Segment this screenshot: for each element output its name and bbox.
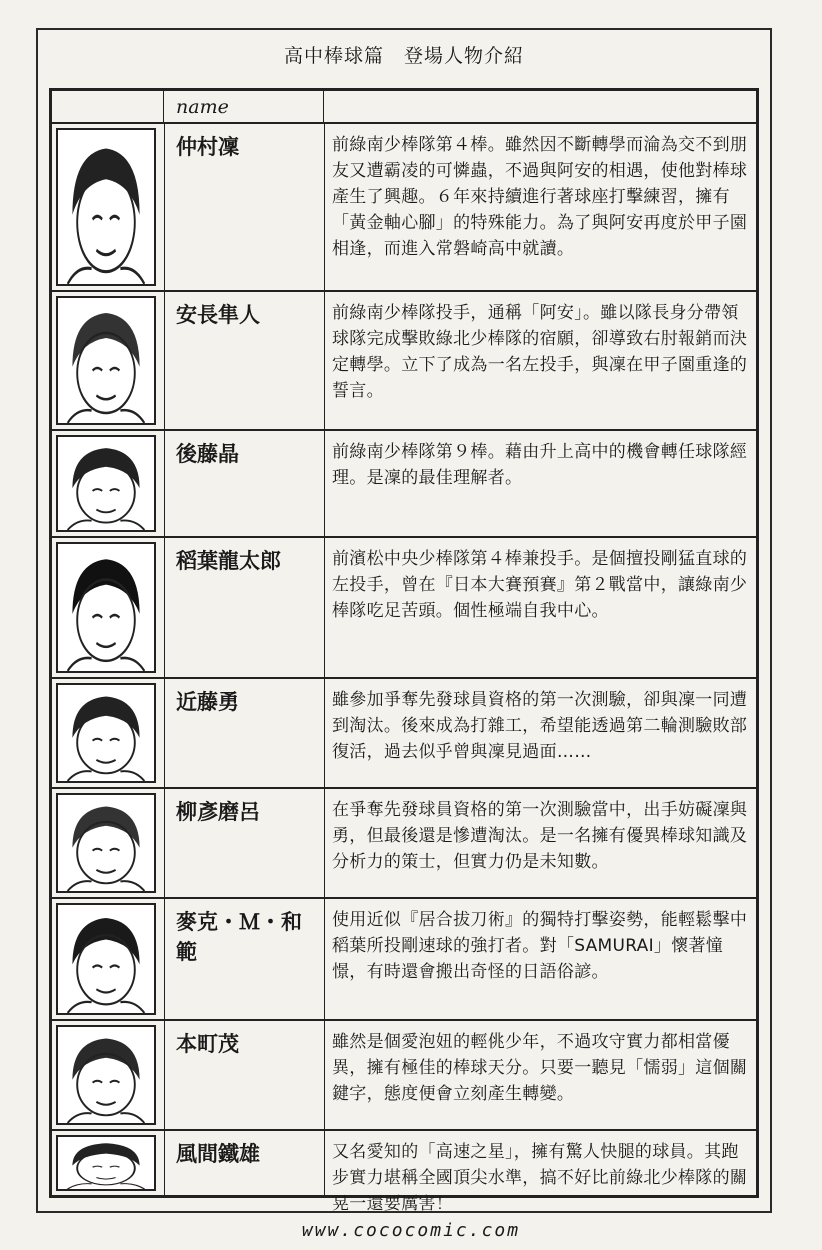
portrait-icon <box>56 542 156 673</box>
character-description: 前綠南少棒隊投手，通稱「阿安」。雖以隊長身分帶領球隊完成擊敗綠北少棒隊的宿願，卻導致右肘報銷而決定轉學。立下了成為一名左投手，與凜在甲子園重逢的誓言。 <box>332 303 748 401</box>
character-description: 前濱松中央少棒隊第４棒兼投手。是個擅投剛猛直球的左投手，曾在『日本大賽預賽』第２戰當中，讓綠南少棒隊吃足苦頭。個性極端自我中心。 <box>332 549 748 621</box>
character-description: 又名愛知的「高速之星」，擁有驚人快腿的球員。其跑步實力堪稱全國頂尖水準，搞不好比前綠北少棒隊的關晃一還要厲害！ <box>332 1142 748 1214</box>
portrait-icon <box>56 1135 156 1191</box>
portrait-icon <box>56 683 156 783</box>
table-row <box>52 124 756 292</box>
table-header <box>52 91 756 124</box>
portrait-icon <box>56 128 156 286</box>
portrait-icon <box>56 903 156 1015</box>
header-portrait-cell <box>52 91 164 122</box>
character-description: 雖然是個愛泡妞的輕佻少年，不過攻守實力都相當優異，擁有極佳的棒球天分。只要一聽見「懦弱」這個關鍵字，態度便會立刻產生轉變。 <box>332 1032 748 1104</box>
portrait-icon <box>56 793 156 893</box>
character-name: 後藤晶 <box>176 442 239 466</box>
character-description: 使用近似『居合拔刀術』的獨特打擊姿勢，能輕鬆擊中稻葉所投剛速球的強打者。對「SAMURAI」懷著憧憬，有時還會搬出奇怪的日語俗諺。 <box>332 910 748 982</box>
character-description: 雖參加爭奪先發球員資格的第一次測驗，卻與凜一同遭到淘汰。後來成為打雜工，希望能透過第二輪測驗敗部復活，過去似乎曾與凜見過面…… <box>332 690 748 762</box>
character-description: 前綠南少棒隊第４棒。雖然因不斷轉學而淪為交不到朋友又遭霸凌的可憐蟲，不過與阿安的相遇，使他對棒球產生了興趣。６年來持續進行著球座打擊練習，擁有「黃金軸心腳」的特殊能力。為了與阿安再度於甲子園相逢，而進入常磐崎高中就讀。 <box>332 135 748 259</box>
character-name: 稻葉龍太郎 <box>176 549 281 573</box>
table-row <box>52 292 756 431</box>
table-row <box>52 679 756 789</box>
character-name: 本町茂 <box>176 1032 239 1056</box>
table-row <box>52 538 756 679</box>
portrait-icon <box>56 1025 156 1125</box>
portrait-icon <box>56 435 156 532</box>
table-row <box>52 899 756 1021</box>
table-row <box>52 1021 756 1131</box>
character-name: 仲村凜 <box>176 135 239 159</box>
page-title: 高中棒球篇 登場人物介紹 <box>283 44 524 67</box>
character-description: 前綠南少棒隊第９棒。藉由升上高中的機會轉任球隊經理。是凜的最佳理解者。 <box>332 442 748 488</box>
character-name: 麥克・Ｍ・和範 <box>176 910 302 964</box>
page-frame <box>36 28 772 1213</box>
portrait-icon <box>56 296 156 425</box>
character-name: 近藤勇 <box>176 690 239 714</box>
header-name-label: name <box>164 91 324 122</box>
character-name: 風間鐵雄 <box>176 1142 260 1166</box>
character-name: 柳彥磨呂 <box>176 800 260 824</box>
table-row <box>52 789 756 899</box>
character-description: 在爭奪先發球員資格的第一次測驗當中，出手妨礙凜與勇，但最後還是慘遭淘汰。是一名擁有優異棒球知識及分析力的策士，但實力仍是未知數。 <box>332 800 748 872</box>
character-name: 安長隼人 <box>176 303 260 327</box>
character-table <box>49 88 759 1214</box>
footer-url: www.cococomic.com <box>301 1220 521 1241</box>
table-row <box>52 1131 756 1214</box>
table-row <box>52 431 756 538</box>
